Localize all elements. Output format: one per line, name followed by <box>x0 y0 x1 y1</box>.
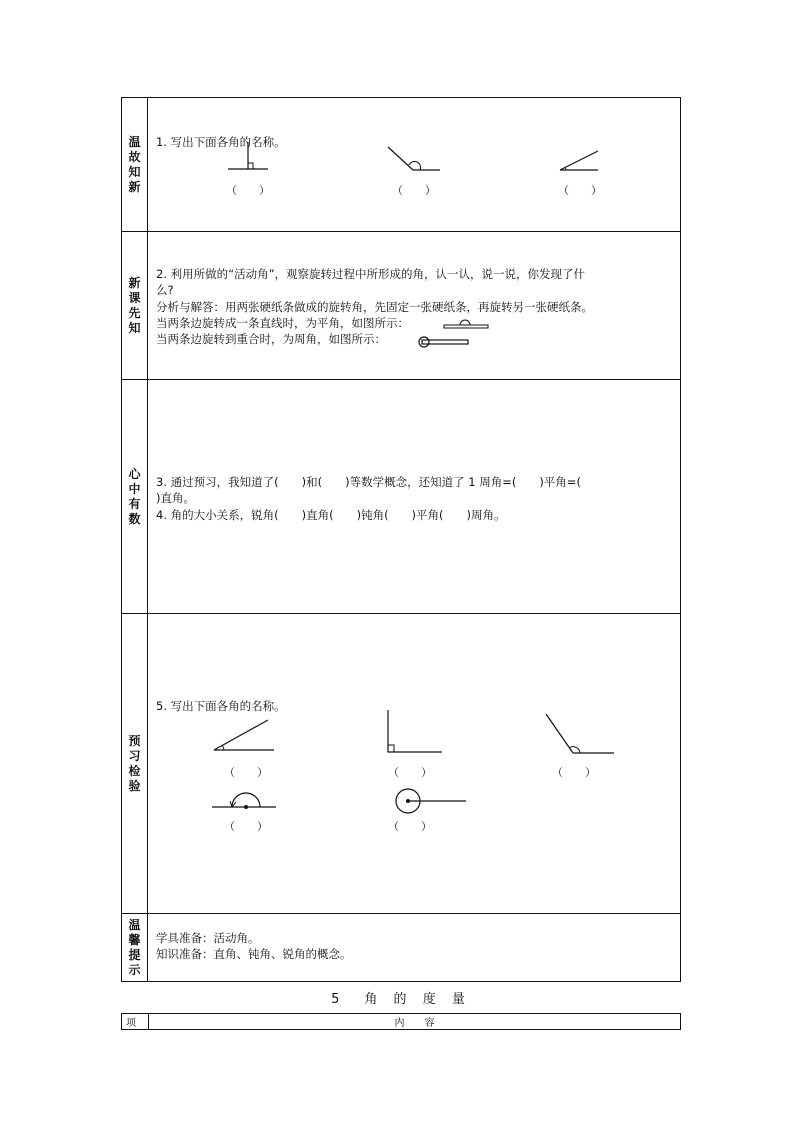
section-label: 温 馨 提 示 <box>128 917 141 977</box>
acute-angle-arc <box>222 745 224 750</box>
blank-right[interactable]: （ ） <box>388 766 432 779</box>
question-3: 3. 通过预习，我知道了( )和( )等数学概念，还知道了 1 周角=( )平角=( <box>156 475 581 489</box>
next-lesson-title: 5 角 的 度 量 <box>331 992 471 1007</box>
tips-line-1: 学具准备：活动角。 <box>156 931 260 945</box>
right-angle-marker <box>388 745 394 752</box>
blank-3[interactable]: （ ） <box>558 184 602 197</box>
question-5: 5. 写出下面各角的名称。 <box>156 699 286 713</box>
straight-angle-text: 当两条边旋转成一条直线时，为平角，如图所示： <box>156 316 409 330</box>
straight-angle-vertex <box>244 805 248 809</box>
section-new-lesson <box>122 232 681 380</box>
worksheet <box>121 97 679 982</box>
question-2-continued: 么? <box>156 283 174 297</box>
section-label: 新 课 先 知 <box>128 275 141 335</box>
full-angle-circle <box>419 337 429 347</box>
obtuse-angle-arm <box>546 714 573 753</box>
col-item: 项 <box>122 1014 149 1030</box>
acute-angle-arm <box>560 151 598 170</box>
right-angle-marker <box>248 163 253 169</box>
table-header-row <box>122 1014 681 1030</box>
blank-straight[interactable]: （ ） <box>224 820 268 833</box>
section-label: 心 中 有 数 <box>128 466 141 526</box>
blank-obtuse[interactable]: （ ） <box>552 766 596 779</box>
full-angle-text: 当两条边旋转到重合时，为周角，如图所示： <box>156 332 386 346</box>
blank-acute[interactable]: （ ） <box>224 766 268 779</box>
section-review <box>122 98 681 232</box>
blank-2[interactable]: （ ） <box>392 184 436 197</box>
section-label: 温 故 知 新 <box>128 134 141 194</box>
question-1: 1. 写出下面各角的名称。 <box>156 135 286 149</box>
section-summary <box>122 380 681 614</box>
obtuse-angle-arm <box>388 147 413 170</box>
analysis-text: 分析与解答：用两张硬纸条做成的旋转角，先固定一张硬纸条，再旋转另一张硬纸条。 <box>156 300 593 314</box>
section-preview-check <box>122 614 681 914</box>
question-3-continued: )直角。 <box>156 491 195 505</box>
full-angle-vertex <box>406 799 410 803</box>
worksheet-table <box>121 97 681 982</box>
next-lesson-table <box>121 1013 681 1030</box>
straight-angle-arc <box>232 793 260 807</box>
tips-line-2: 知识准备：直角、钝角、锐角的概念。 <box>156 947 352 961</box>
straight-angle-strip <box>444 325 488 328</box>
angle-figures-q1 <box>148 98 678 232</box>
question-4: 4. 角的大小关系，锐角( )直角( )钝角( )平角( )周角。 <box>156 508 506 522</box>
activity-angle-figures <box>148 232 678 380</box>
question-2: 2. 利用所做的“活动角”，观察旋转过程中所形成的角，认一认，说一说，你发现了什 <box>156 267 586 281</box>
angle-figures-q5 <box>148 614 678 914</box>
blank-full[interactable]: （ ） <box>388 820 432 833</box>
section-label: 预 习 检 验 <box>128 733 141 793</box>
col-content: 内 容 <box>149 1014 681 1030</box>
straight-angle-arc <box>460 320 470 325</box>
blank-1[interactable]: （ ） <box>226 184 270 197</box>
section-tips <box>122 914 681 982</box>
